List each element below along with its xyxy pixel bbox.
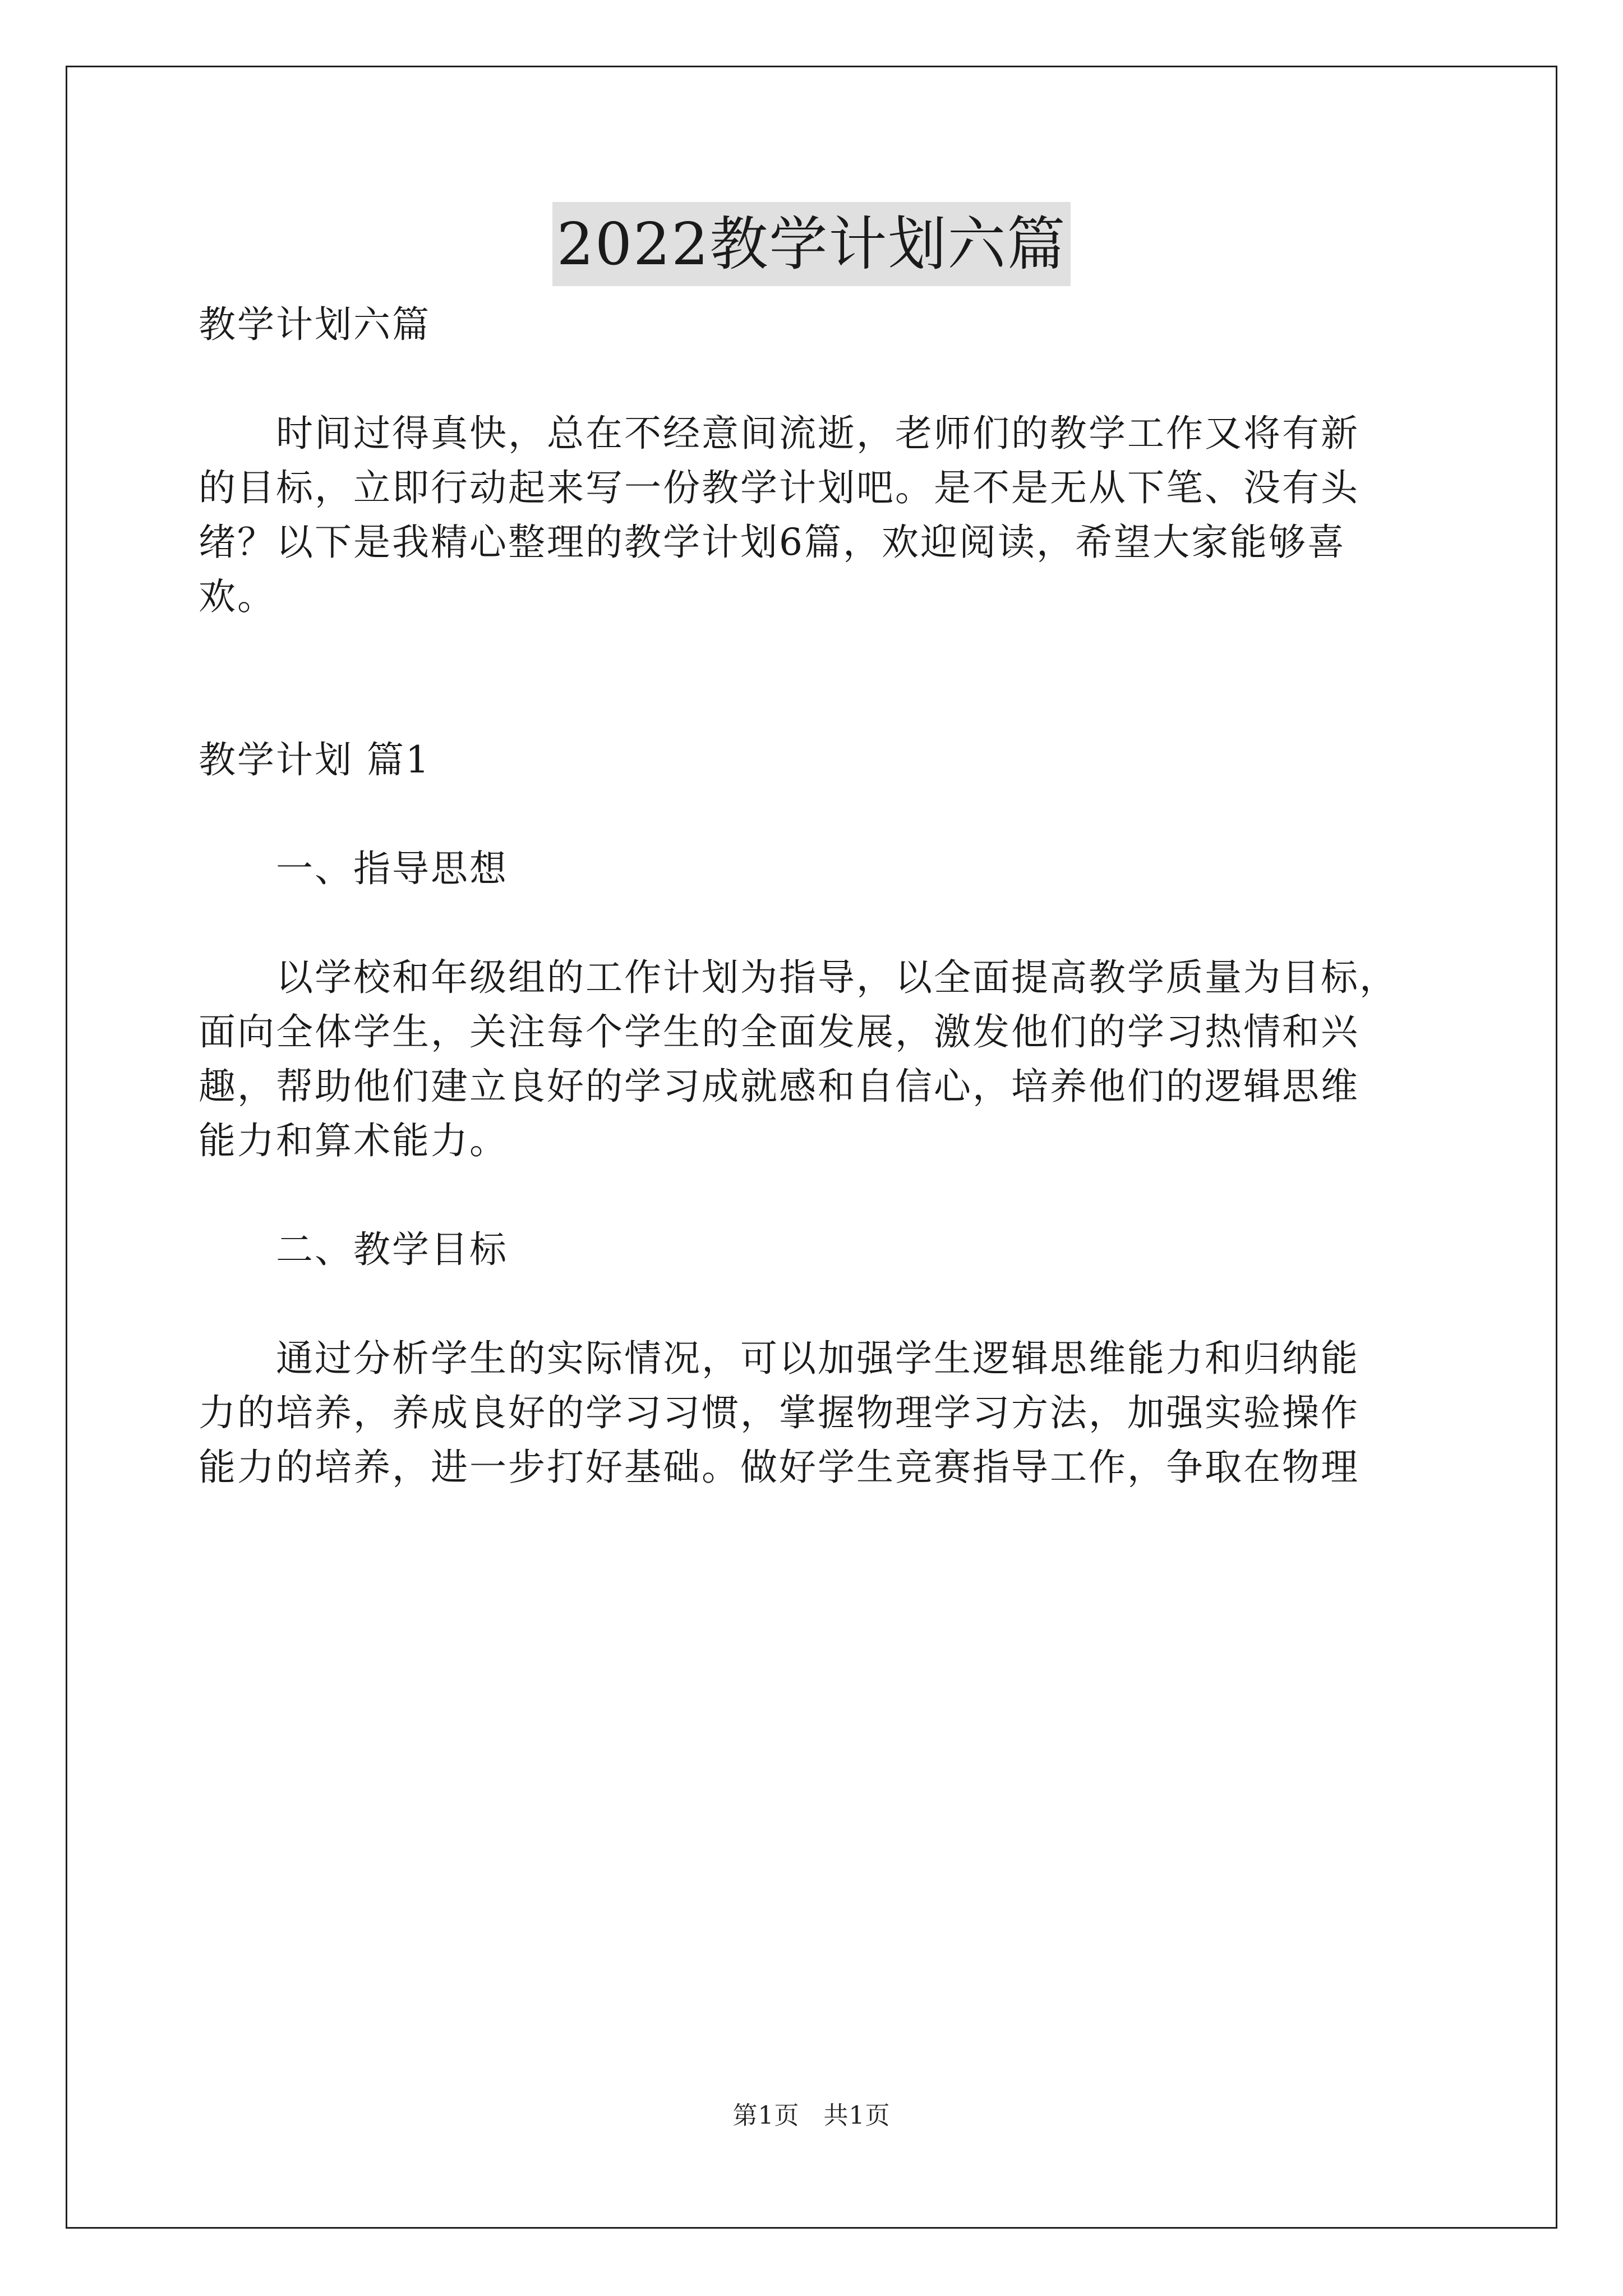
text-line: 欢。 bbox=[199, 575, 276, 618]
paragraph-guiding-ideology bbox=[199, 950, 1432, 1168]
text-line: 面向全体学生，关注每个学生的全面发展，激发他们的学习热情和兴 bbox=[199, 1010, 1359, 1053]
text-line: 能力的培养，进一步打好基础。做好学生竞赛指导工作，争取在物理 bbox=[199, 1446, 1359, 1489]
page-total: 共1页 bbox=[823, 2101, 891, 2130]
heading-guiding-ideology: 一、指导思想 bbox=[199, 847, 508, 890]
document-body bbox=[199, 297, 1432, 1494]
page-footer bbox=[0, 2095, 1623, 2131]
document-title: 2022教学计划六篇 bbox=[552, 202, 1071, 286]
text-line: 时间过得真快，总在不经意间流逝，老师们的教学工作又将有新 bbox=[199, 412, 1359, 455]
text-line: 能力和算术能力。 bbox=[199, 1119, 508, 1162]
heading-teaching-goals: 二、教学目标 bbox=[199, 1228, 508, 1271]
text-line: 绪？以下是我精心整理的教学计划6篇，欢迎阅读，希望大家能够喜 bbox=[199, 521, 1346, 564]
text-line: 的目标，立即行动起来写一份教学计划吧。是不是无从下笔、没有头 bbox=[199, 466, 1359, 509]
text-line: 力的培养，养成良好的学习习惯，掌握物理学习方法，加强实验操作 bbox=[199, 1391, 1359, 1434]
page-number: 第1页 bbox=[732, 2101, 800, 2130]
document-title-wrap bbox=[0, 202, 1623, 286]
section-title: 教学计划 篇1 bbox=[199, 738, 431, 781]
text-line: 通过分析学生的实际情况，可以加强学生逻辑思维能力和归纳能 bbox=[199, 1337, 1359, 1380]
paragraph-teaching-goals bbox=[199, 1331, 1432, 1494]
text-line: 趣，帮助他们建立良好的学习成就感和自信心，培养他们的逻辑思维 bbox=[199, 1065, 1359, 1108]
intro-paragraph bbox=[199, 406, 1432, 624]
text-line: 以学校和年级组的工作计划为指导，以全面提高教学质量为目标， bbox=[199, 956, 1398, 999]
document-subtitle: 教学计划六篇 bbox=[199, 303, 431, 346]
